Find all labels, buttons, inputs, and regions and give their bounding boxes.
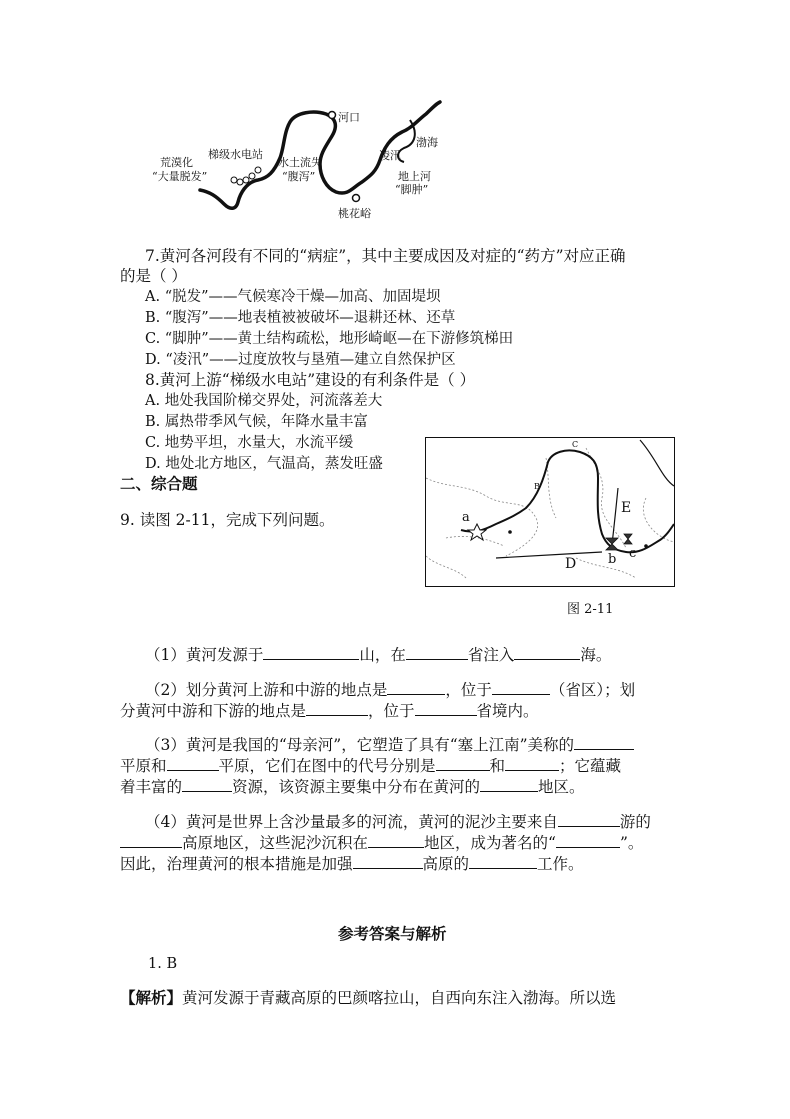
q9-p1-blank-3[interactable] [514,645,580,660]
q9-p4-text-b: 游的 [619,813,651,831]
label-dishanghe: 地上河 [398,170,431,183]
answer-1: 1. B [148,956,178,972]
map-label-C: C [572,440,579,449]
q9-p2-blank-1[interactable] [387,680,445,695]
q7-option-c: C. “脚肿”——黄土结构疏松，地形崎岖—在下游修筑梯田 [145,331,514,347]
q9-p4-text-h: 工作。 [537,855,584,873]
q9-p2-blank-4[interactable] [415,701,477,716]
q9-p2-blank-2[interactable] [492,680,550,695]
q9-p3-blank-5[interactable] [505,756,559,771]
label-fuxie: “腹泻” [282,170,316,183]
answers-heading: 参考答案与解析 [338,924,447,943]
map-label-E: E [621,500,632,516]
q9-p1-blank-2[interactable] [406,645,468,660]
q9-p1-text-b: 山，在 [359,646,406,664]
q7-stem-line2: 的是（ ） [120,267,187,285]
section-heading: 二、综合题 [120,474,198,493]
q9-p3-text-d: 和 [489,757,506,775]
q9-p4-text-f: 因此，治理黄河的根本措施是加强 [120,855,353,873]
q9-p3-text-a: （3）黄河是我国的“母亲河”，它塑造了具有“塞上江南”美称的 [145,736,575,754]
map-label-b: b [608,552,617,567]
q9-p4-text-a: （4）黄河是世界上含沙量最多的河流，黄河的泥沙主要来自 [145,813,558,831]
label-hekou: 河口 [338,111,360,124]
label-dabuo: “大量脱发” [152,170,208,183]
q9-p1-text-a: （1）黄河发源于 [145,646,264,664]
q9-p2-text-c: （省区）；划 [549,681,636,699]
q9-p1-blank-1[interactable] [263,645,359,660]
q9-stem: 9. 读图 2-11，完成下列问题。 [120,511,335,529]
label-bohai: 渤海 [416,136,438,149]
q9-p3-blank-4[interactable] [436,756,490,771]
q9-p2-text-b: ，位于 [445,681,492,699]
q9-p3-text-b: 平原和 [120,757,167,775]
q9-part1 [145,643,611,665]
q9-part4-line3 [120,852,584,874]
analysis-tag: 【解析】 [120,988,183,1007]
label-huangmo: 荒漠化 [160,156,193,169]
q9-p2-text-d: 分黄河中游和下游的地点是 [120,702,307,720]
q9-p4-blank-5[interactable] [353,854,423,869]
label-taohuayu: 桃花峪 [338,207,371,220]
map-label-a: a [462,510,470,525]
label-jiaozhong: “脚肿” [395,183,429,196]
q9-part2-line2 [120,699,539,721]
q9-p3-blank-7[interactable] [480,777,538,792]
q7-option-a: A. “脱发”——气候寒冷干燥—加高、加固堤坝 [145,289,441,305]
map-caption: 图 2-11 [567,602,614,617]
q8-option-b: B. 属热带季风气候，年降水量丰富 [145,414,368,430]
q8-option-a: A. 地处我国阶梯交界处，河流落差大 [145,393,383,409]
q9-p4-blank-6[interactable] [469,854,537,869]
q9-p3-blank-1[interactable] [574,735,634,750]
q7-option-d: D. “凌汛”——过度放牧与垦殖—建立自然保护区 [145,352,456,368]
q9-p4-blank-3[interactable] [368,833,424,848]
q9-p4-text-g: 高原的 [422,855,470,873]
q9-p4-blank-1[interactable] [558,812,620,827]
q9-p2-text-f: 省境内。 [476,702,539,720]
q9-p4-text-c: 高原地区，这些泥沙沉积在 [182,834,369,852]
q9-part3-line2 [120,754,621,776]
q9-part3-line1 [145,733,634,755]
q9-p4-text-e: ”。 [619,834,644,852]
q9-p3-blank-6[interactable] [182,777,232,792]
q9-p3-text-h: 地区。 [538,778,585,796]
q9-p1-text-c: 省注入 [467,646,515,664]
q7-stem-line1: 7.黄河各河段有不同的“病症”，其中主要成因及对症的“药方”对应正确 [145,247,626,265]
q8-option-d: D. 地处北方地区，气温高，蒸发旺盛 [145,456,383,472]
q9-part4-line1 [145,810,651,832]
map-figure-2-11 [425,437,675,587]
label-tiji: 梯级水电站 [208,148,263,161]
q9-p3-text-g: 资源，该资源主要集中分布在黄河的 [232,778,481,796]
q9-part3-line3 [120,775,585,797]
q9-part2-line1 [145,678,635,700]
q8-stem: 8.黄河上游“梯级水电站”建设的有利条件是（ ） [145,371,476,389]
map-label-D: D [565,556,577,572]
q9-p3-blank-3[interactable] [167,756,219,771]
q9-p2-text-a: （2）划分黄河上游和中游的地点是 [145,681,388,699]
q7-option-b: B. “腹泻”——地表植被被破坏—退耕还林、还草 [145,310,456,326]
analysis-line [120,986,616,1008]
map-label-c: c [629,546,637,561]
q9-p4-blank-4[interactable] [556,833,620,848]
q9-p2-blank-3[interactable] [306,701,368,716]
label-shuitu: 水土流失 [278,156,322,169]
map-label-B: B [534,482,540,491]
q9-p4-text-d: 地区，成为著名的“ [424,834,556,852]
q9-p4-blank-2[interactable] [120,833,182,848]
analysis-text: 黄河发源于青藏高原的巴颜喀拉山，自西向东注入渤海。所以选 [182,989,617,1007]
q9-p3-text-c: 平原，它们在图中的代号分别是 [218,757,436,775]
q9-p3-text-f: 着丰富的 [120,778,183,796]
q8-option-c: C. 地势平坦，水量大，水流平缓 [145,435,354,451]
q9-p2-text-e: ，位于 [368,702,415,720]
yellow-river-diagram [150,100,480,225]
q9-part4-line2 [120,831,643,853]
label-lingxun: 凌汛 [379,149,401,162]
q9-p3-text-e: ；它蕴藏 [559,757,622,775]
q9-p1-text-d: 海。 [580,646,612,664]
